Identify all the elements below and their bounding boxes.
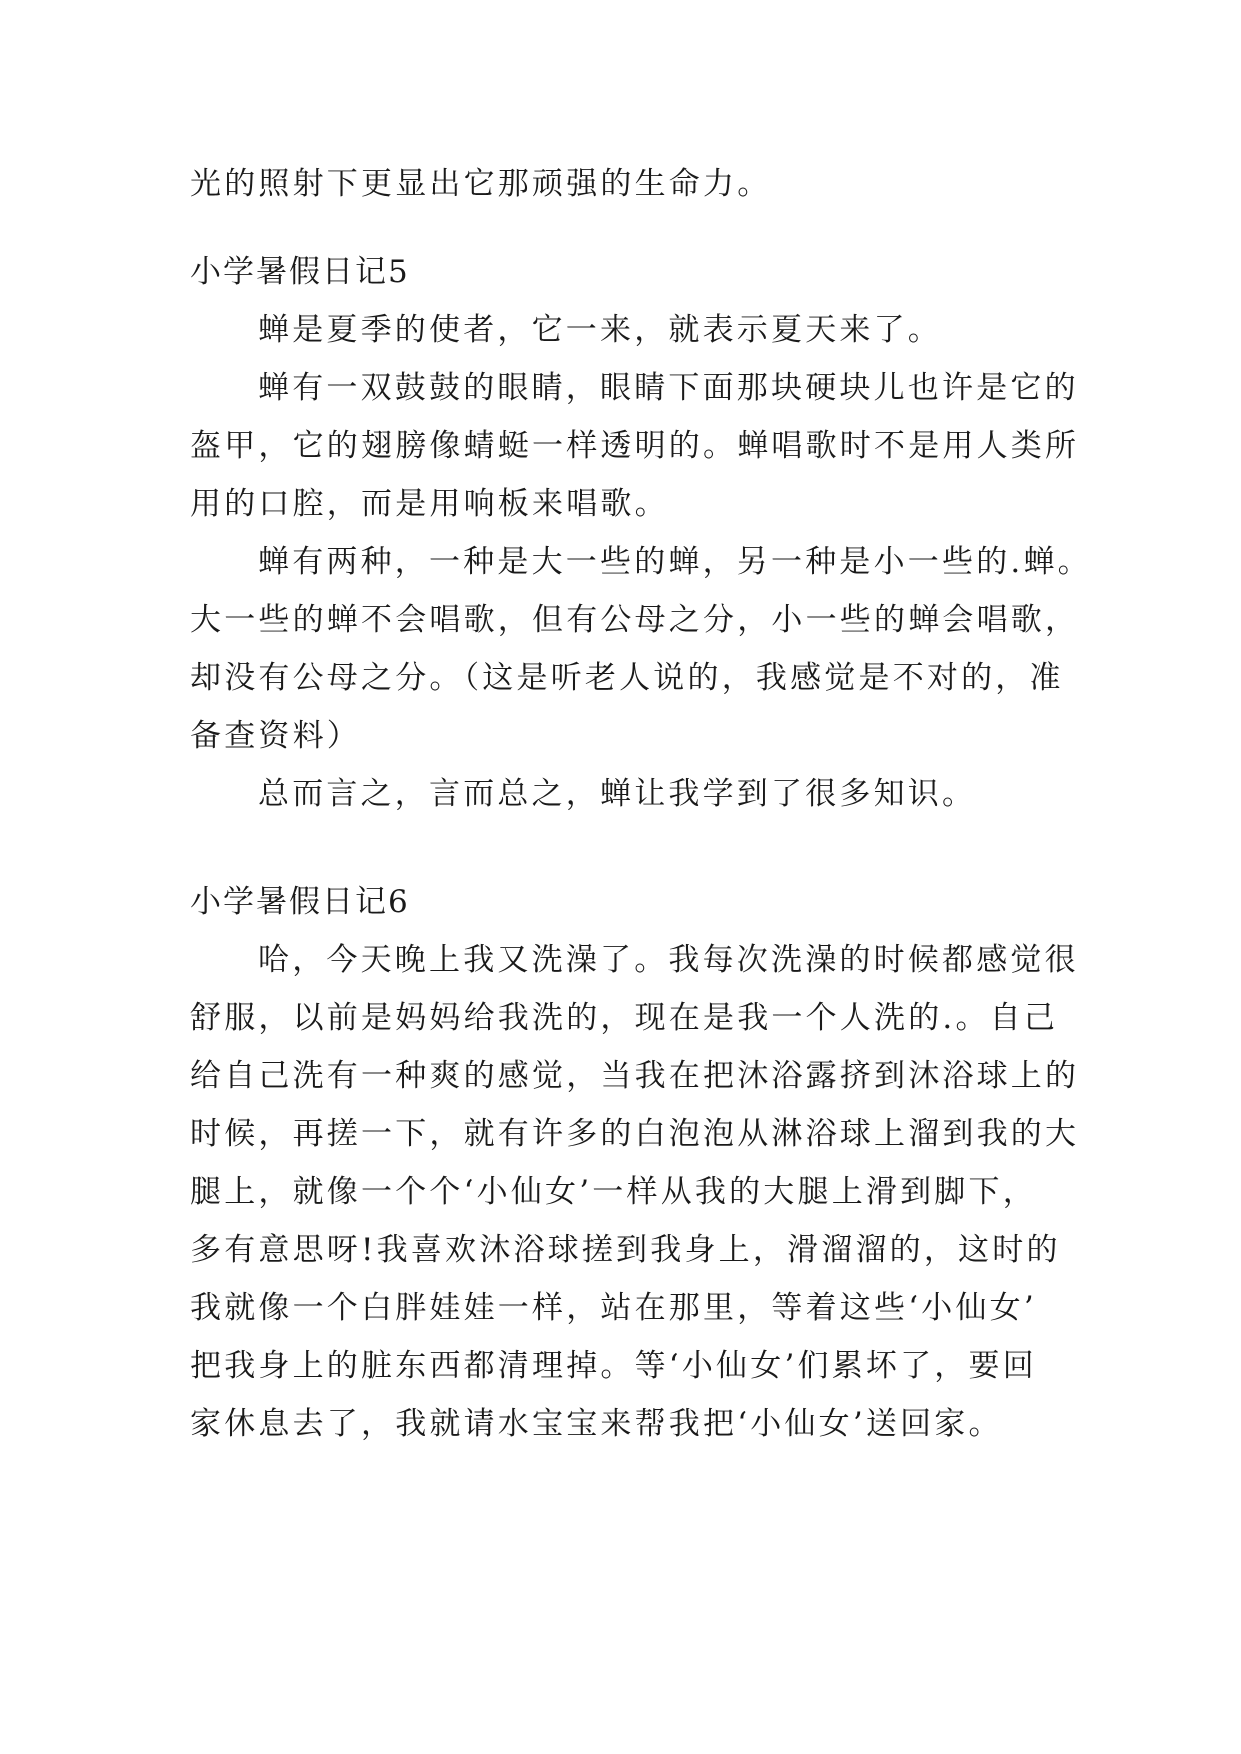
paragraph-line: 给自己洗有一种爽的感觉，当我在把沐浴露挤到沐浴球上的 xyxy=(190,1058,1080,1094)
paragraph-line: 把我身上的脏东西都清理掉。等‘小仙女’们累坏了，要回 xyxy=(190,1348,1037,1384)
paragraph-line: 时候，再搓一下，就有许多的白泡泡从淋浴球上溜到我的大 xyxy=(190,1116,1080,1152)
paragraph-line: 光的照射下更显出它那顽强的生命力。 xyxy=(190,166,772,202)
paragraph-line: 用的口腔，而是用响板来唱歌。 xyxy=(190,486,669,522)
paragraph-line: 舒服，以前是妈妈给我洗的，现在是我一个人洗的.。自己 xyxy=(190,1000,1059,1036)
paragraph-line: 大一些的蝉不会唱歌，但有公母之分，小一些的蝉会唱歌， xyxy=(190,602,1080,638)
paragraph-line: 蝉有一双鼓鼓的眼睛，眼睛下面那块硬块儿也许是它的 xyxy=(258,370,1079,406)
paragraph-line: 蝉有两种，一种是大一些的蝉，另一种是小一些的.蝉。 xyxy=(258,544,1092,580)
paragraph-line: 家休息去了，我就请水宝宝来帮我把‘小仙女’送回家。 xyxy=(190,1406,1003,1442)
paragraph-line: 哈，今天晚上我又洗澡了。我每次洗澡的时候都感觉很 xyxy=(258,942,1079,978)
paragraph-line: 蝉是夏季的使者，它一来，就表示夏天来了。 xyxy=(258,312,942,348)
paragraph-line: 多有意思呀!我喜欢沐浴球搓到我身上，滑溜溜的，这时的 xyxy=(190,1232,1061,1268)
paragraph-line: 总而言之，言而总之，蝉让我学到了很多知识。 xyxy=(258,776,977,812)
paragraph-line: 却没有公母之分。（这是听老人说的，我感觉是不对的，准 xyxy=(190,660,1064,696)
paragraph-line: 我就像一个白胖娃娃一样，站在那里，等着这些‘小仙女’ xyxy=(190,1290,1037,1326)
paragraph-line: 备查资料） xyxy=(190,718,361,754)
paragraph-line: 盔甲，它的翅膀像蜻蜓一样透明的。蝉唱歌时不是用人类所 xyxy=(190,428,1080,464)
paragraph-line: 腿上，就像一个个‘小仙女’一样从我的大腿上滑到脚下， xyxy=(190,1174,1037,1210)
diary-heading-6: 小学暑假日记6 xyxy=(190,884,410,920)
diary-heading-5: 小学暑假日记5 xyxy=(190,254,410,290)
